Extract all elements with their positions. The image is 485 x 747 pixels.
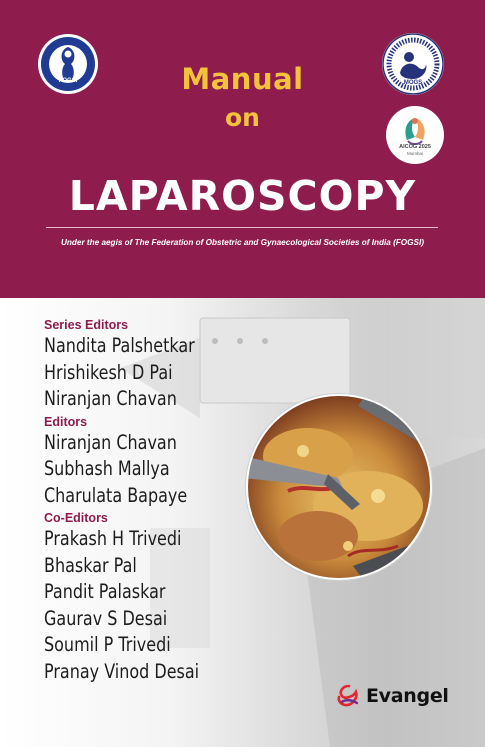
- aegis-line: Under the aegis of The Federation of Obstetric and Gynaecological Societies of India (FOGSI): [60, 238, 425, 247]
- aicog-logo-subtext: Mumbai: [406, 151, 423, 156]
- title-manual: Manual: [181, 62, 304, 96]
- co-editor-name: Pandit Palaskar: [44, 580, 166, 603]
- editor-name: Subhash Mallya: [44, 457, 170, 480]
- co-editor-name: Gaurav S Desai: [44, 606, 168, 630]
- co-editor-name: Bhaskar Pal: [44, 553, 137, 577]
- mogs-logo-text: MOGS: [403, 80, 423, 86]
- co-editor-name: Soumil P Trivedi: [44, 633, 171, 656]
- title-on: on: [225, 103, 260, 132]
- editors-list: [44, 318, 233, 685]
- laparoscopic-view-image: [248, 396, 432, 580]
- publisher-logo: [336, 684, 449, 708]
- editors-label: Editors: [44, 414, 88, 429]
- co-editors-label: Co-Editors: [44, 511, 108, 525]
- publisher-name: Evangel: [366, 685, 449, 707]
- laparoscopy-photo: [246, 394, 432, 580]
- book-title: LAPAROSCOPY: [68, 172, 417, 220]
- title-divider: [46, 227, 438, 228]
- aicog-logo-text: AICOG 2025: [399, 144, 431, 150]
- evangel-swirl-icon: [336, 684, 362, 708]
- fogsi-logo-text: FOGSI: [58, 78, 78, 84]
- editor-name: Charulata Bapaye: [44, 483, 188, 507]
- title-band: [0, 0, 485, 298]
- series-editor-name: Niranjan Chavan: [44, 387, 177, 410]
- co-editor-name: Prakash H Trivedi: [44, 527, 182, 550]
- series-editor-name: Hrishikesh D Pai: [44, 360, 173, 384]
- series-editor-name: Nandita Palshetkar: [44, 334, 195, 357]
- series-editors-label: Series Editors: [44, 318, 129, 332]
- editor-name: Niranjan Chavan: [44, 430, 177, 454]
- co-editor-name: Pranay Vinod Desai: [44, 659, 200, 683]
